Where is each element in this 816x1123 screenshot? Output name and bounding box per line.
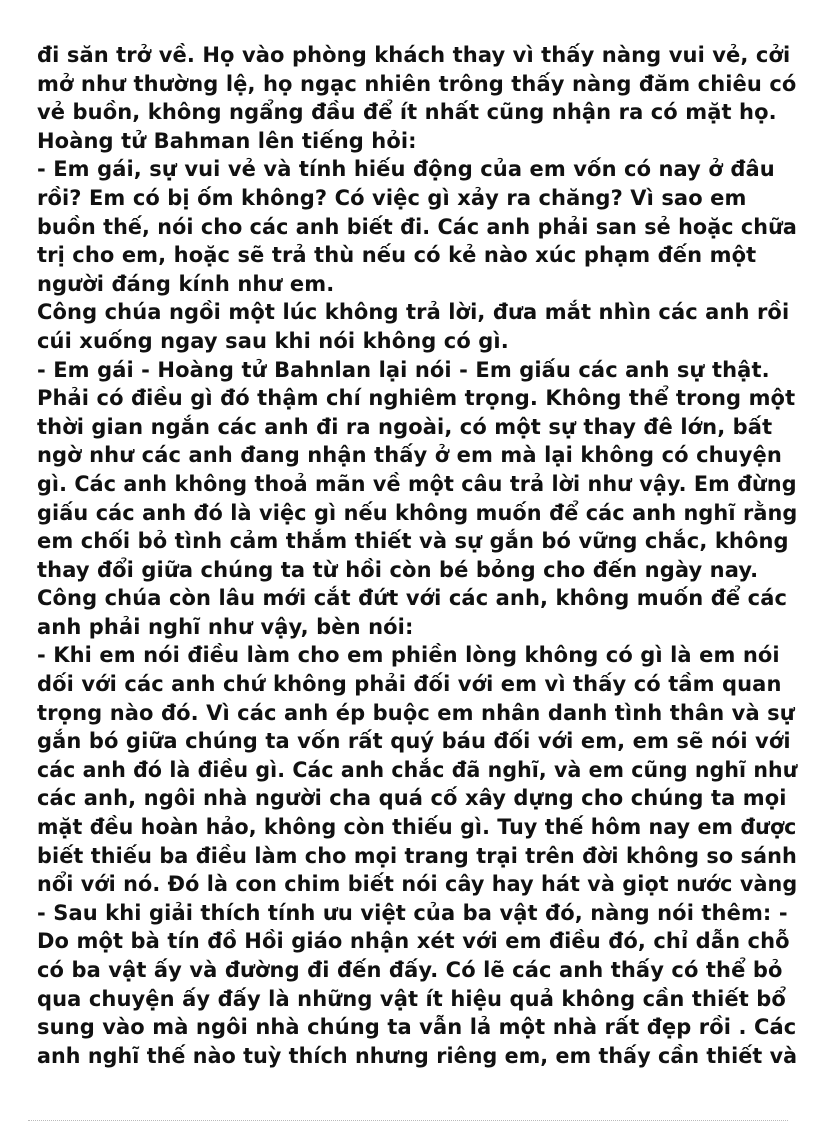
text-line: anh nghĩ thế nào tuỳ thích nhưng riêng em, em thấy cần thiết và: [37, 1043, 798, 1068]
text-line: trị cho em, hoặc sẽ trả thù nếu có kẻ nào xúc phạm đến một: [37, 243, 757, 268]
text-line: anh phải nghĩ như vậy, bèn nói:: [37, 614, 414, 639]
text-line: ngờ như các anh đang nhận thấy ở em mà lại không có chuyện: [37, 443, 782, 468]
text-line: gắn bó giữa chúng ta vốn rất quý báu đối với em, em sẽ nói với: [37, 729, 791, 754]
text-line: thay đổi giữa chúng ta từ hồi còn bé bỏng cho đến ngày nay.: [37, 557, 759, 582]
text-line: nổi với nó. Đó là con chim biết nói cây hay hát và giọt nước vàng: [37, 872, 798, 897]
text-line: giấu các anh đó là việc gì nếu không muốn để các anh nghĩ rằng: [37, 500, 798, 525]
text-line: buồn thế, nói cho các anh biết đi. Các anh phải san sẻ hoặc chữa: [37, 214, 797, 239]
text-line: mở như thường lệ, họ ngạc nhiên trông thấy nàng đăm chiêu có: [37, 71, 797, 96]
text-line: đi săn trở về. Họ vào phòng khách thay vì thấy nàng vui vẻ, cởi: [37, 43, 791, 67]
text-line: Công chúa ngồi một lúc không trả lời, đưa mắt nhìn các anh rồi: [37, 300, 790, 325]
text-line: - Khi em nói điều làm cho em phiền lòng không có gì là em nói: [37, 643, 780, 668]
text-line: biết thiếu ba điều làm cho mọi trang trại trên đời không so sánh: [37, 843, 797, 868]
text-line: - Em gái, sự vui vẻ và tính hiếu động của em vốn có nay ở đâu: [37, 157, 775, 182]
text-line: Do một bà tín đồ Hồi giáo nhận xét với em điều đó, chỉ dẫn chỗ: [37, 929, 790, 954]
text-line: trọng nào đó. Vì các anh ép buộc em nhân danh tình thân và sự: [37, 700, 795, 725]
text-line: mặt đều hoàn hảo, không còn thiếu gì. Tuy thế hôm nay em được: [37, 815, 797, 840]
text-line: Hoàng tử Bahman lên tiếng hỏi:: [37, 128, 417, 153]
text-line: qua chuyện ấy đấy là những vật ít hiệu quả không cần thiết bổ: [37, 986, 786, 1011]
text-line: gì. Các anh không thoả mãn về một câu trả lời như vậy. Em đừng: [37, 471, 797, 496]
text-line: Công chúa còn lâu mới cắt đứt với các anh, không muốn để các: [37, 586, 788, 611]
text-line: các anh đó là điều gì. Các anh chắc đã nghĩ, và em cũng nghĩ như: [37, 757, 798, 782]
text-line: người đáng kính như em.: [37, 271, 335, 296]
text-line: thời gian ngắn các anh đi ra ngoài, có một sự thay đê lớn, bất: [37, 414, 773, 439]
text-line: Phải có điều gì đó thậm chí nghiêm trọng. Không thể trong một: [37, 386, 796, 411]
text-line: sung vào mà ngôi nhà chúng ta vẫn lả một nhà rất đẹp rồi . Các: [37, 1015, 797, 1040]
text-line: vẻ buồn, không ngẩng đầu để ít nhất cũng nhận ra có mặt họ.: [37, 100, 777, 125]
text-line: - Sau khi giải thích tính ưu việt của ba vật đó, nàng nói thêm: -: [37, 900, 788, 925]
page-bottom-divider: [28, 1120, 788, 1121]
text-line: em chối bỏ tình cảm thắm thiết và sự gắn bó vững chắc, không: [37, 529, 789, 554]
text-line: các anh, ngôi nhà người cha quá cố xây dựng cho chúng ta mọi: [37, 786, 787, 811]
body-text: [37, 41, 797, 1070]
text-line: - Em gái - Hoàng tử Bahnlan lại nói - Em giấu các anh sự thật.: [37, 357, 770, 382]
text-line: rồi? Em có bị ốm không? Có việc gì xảy ra chăng? Vì sao em: [37, 185, 747, 210]
text-line: có ba vật ấy và đường đi đến đấy. Có lẽ các anh thấy có thể bỏ: [37, 958, 783, 982]
text-line: cúi xuống ngay sau khi nói không có gì.: [37, 328, 509, 353]
text-line: dối với các anh chứ không phải đối với em vì thấy có tầm quan: [37, 672, 782, 697]
